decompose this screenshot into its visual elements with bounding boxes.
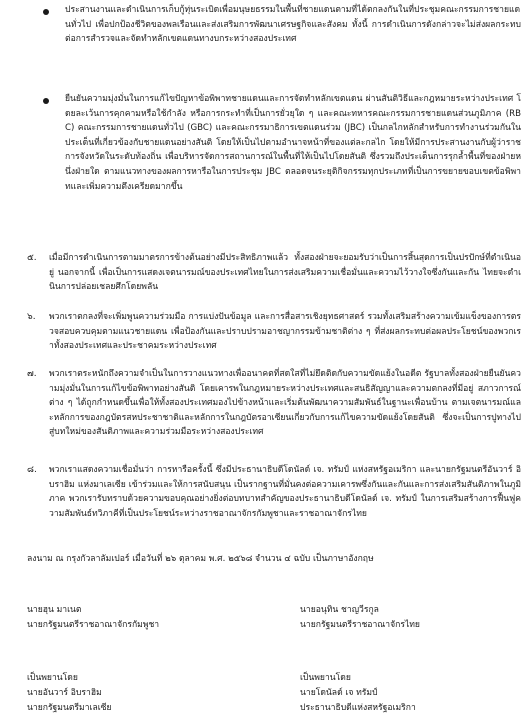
witness-malaysia-label: เป็นพยานโดย — [27, 673, 78, 683]
witness-malaysia-title: นายกรัฐมนตรีมาเลเซีย — [27, 703, 112, 713]
bullet-paragraph: ประสานงานและดำเนินการเก็บกู้ทุ่นระเบิดเพื่อมนุษยธรรมในพื้นที่ชายแดนตามที่ได้ตกลงกันในที่ประชุมคณะกรรมการชายแดนทั่วไป เพื่อปกป้องชีวิตของพลเรือนและส่งเสริมการพัฒนาเศรษฐกิจและสังคม ทั้งนี้ การดำเนินการดังกล่าวจะไม่ส่งผลกระทบต่อการสำรวจและจัดทำหลักเขตแดนทางบกระหว่างสองประเทศ — [65, 5, 521, 45]
section-paragraph: พวกเราตกลงที่จะเพิ่มพูนความร่วมมือ การแบ่งปันข้อมูล และการสื่อสารเชิงยุทธศาสตร์ รวมทั้งเสริมสร้างความเข้มแข็งของการตรวจสอบควบคุมตามแนวชายแดน เพื่อป้องกันและปราบปรามอาชญากรรมข้ามชาติต่าง ๆ ที่ส่งผลกระทบต่อผลประโยชน์ของพวกเราทั้งสองประเทศและประชาคมระหว่างประเทศ — [49, 312, 521, 352]
witness-malaysia-name: นายอันวาร์ อิบราฮิม — [27, 688, 102, 698]
section-paragraph: พวกเราแสดงความเชื่อมั่นว่า การหารือครั้งนี้ ซึ่งมีประธานาธิบดีโดนัลด์ เจ. ทรัมป์ แห่งสหรัฐอเมริกา และนายกรัฐมนตรีอันวาร์ อิบราฮิม แห่งมาเลเซีย เข้าร่วมและให้การสนับสนุน เป็นรากฐานที่มั่นคงต่อความเคารพซึ่งกันและกันและการส่งเสริมสันติภาพในภูมิภาค พวกเรารับทราบด้วยความขอบคุณอย่างยิ่งต่อบทบาทสำคัญของประธานาธิบดีโดนัลด์ เจ. ทรัมป์ ในการเสริมสร้างการฟื้นฟูความสัมพันธ์ทวิภาคีที่เป็นประโยชน์ระหว่างราชอาณาจักรกัมพูชาและราชอาณาจักรไทย — [49, 465, 521, 519]
witness-usa-label: เป็นพยานโดย — [300, 673, 351, 683]
section-paragraph: พวกเราตระหนักถึงความจำเป็นในการวางแนวทางเพื่ออนาคตที่สดใสที่ไม่ยึดติดกับความขัดแย้งในอดีต รัฐบาลทั้งสองฝ่ายยืนยันความมุ่งมั่นในการแก้ไขข้อพิพาทอย่างสันติ โดยเคารพในกฎหมายระหว่างประเทศและสนธิสัญญาและความตกลงที่มีอยู่ สภาวการณ์ต่าง ๆ ได้ถูกกำหนดขึ้นเพื่อให้ทั้งสองประเทศมองไปข้างหน้าและเริ่มต้นพัฒนาความสัมพันธ์ในฐานะเพื่อนบ้าน ตามเจตนารมณ์และหลักการของกฎบัตรสหประชาชาติและหลักการในกฎบัตรอาเซียนเกี่ยวกับการแก้ไขความขัดแย้งโดยสันติ ซึ่งจะเป็นการปูทางไปสู่บทใหม่ของสันติภาพและความร่วมมือระหว่างสองประเทศ — [49, 369, 521, 438]
signatory-thailand-name: นายอนุทิน ชาญวีรกูล — [300, 605, 379, 615]
signatory-cambodia-title: นายกรัฐมนตรีราชอาณาจักรกัมพูชา — [27, 620, 160, 630]
bullet-paragraph: ยืนยันความมุ่งมั่นในการแก้ไขปัญหาข้อพิพาทชายแดนและการจัดทำหลักเขตแดน ผ่านสันติวิธีและกฎหมายระหว่างประเทศ โดยละเว้นการคุกคามหรือใช้กำลัง หรือการกระทำที่เป็นการยั่วยุใด ๆ และคณะทหารคณะกรรมการชายแดนส่วนภูมิภาค (RBC) คณะกรรมการชายแดนทั่วไป (GBC) และคณะกรรมาธิการเขตแดนร่วม (JBC) เป็นกลไกหลักสำหรับการทำงานร่วมกันในประเด็นที่เกี่ยวข้องกับชายแดนอย่างสันติ โดยให้เป็นไปตามอำนาจหน้าที่ของแต่ละกลไก โดยให้มีการประสานงานกับผู้ว่าราชการจังหวัดในระดับท้องถิ่น เพื่อบริหารจัดการสถานการณ์ในพื้นที่ให้เป็นไปโดยสันติ ซึ่งรวมถึงประเด็นการรุกล้ำพื้นที่ของฝ่ายหนึ่งฝ่ายใด ตามแนวทางของผลการหารือในการประชุม JBC ตลอดจนระยุติกิจกรรมทุกประเภทที่เป็นการขยายขอบเขตข้อพิพาทและเพิ่มความตึงเครียดมากขึ้น — [65, 94, 521, 192]
section-number: ๖. — [27, 312, 36, 322]
section-paragraph: เมื่อมีการดำเนินการตามมาตรการข้างต้นอย่างมีประสิทธิภาพแล้ว ทั้งสองฝ่ายจะยอมรับว่าเป็นการสิ้นสุดการเป็นปรปักษ์ที่ดำเนินอยู่ นอกจากนี้ เพื่อเป็นการแสดงเจตนารมณ์ของประเทศไทยในการส่งเสริมความเชื่อมั่นและความไว้วางใจซึ่งกันและกัน ไทยจะดำเนินการปล่อยเชลยศึกโดยพลัน — [49, 253, 521, 293]
signing-statement: ลงนาม ณ กรุงกัวลาลัมเปอร์ เมื่อวันที่ ๒๖ ตุลาคม พ.ศ. ๒๕๖๘ จำนวน ๔ ฉบับ เป็นภาษาอังกฤษ — [27, 554, 374, 564]
section-number: ๘. — [27, 465, 37, 475]
bullet-dot — [43, 98, 49, 104]
signatory-thailand-title: นายกรัฐมนตรีราชอาณาจักรไทย — [300, 620, 420, 630]
section-number: ๕. — [27, 253, 37, 263]
signatory-cambodia-name: นายฮุน มาเนต — [27, 605, 82, 615]
witness-usa-name: นายโดนัลด์ เจ ทรัมป์ — [300, 688, 378, 698]
bullet-dot — [43, 9, 49, 15]
section-number: ๗. — [27, 369, 37, 379]
witness-usa-title: ประธานาธิบดีแห่งสหรัฐอเมริกา — [300, 703, 416, 713]
